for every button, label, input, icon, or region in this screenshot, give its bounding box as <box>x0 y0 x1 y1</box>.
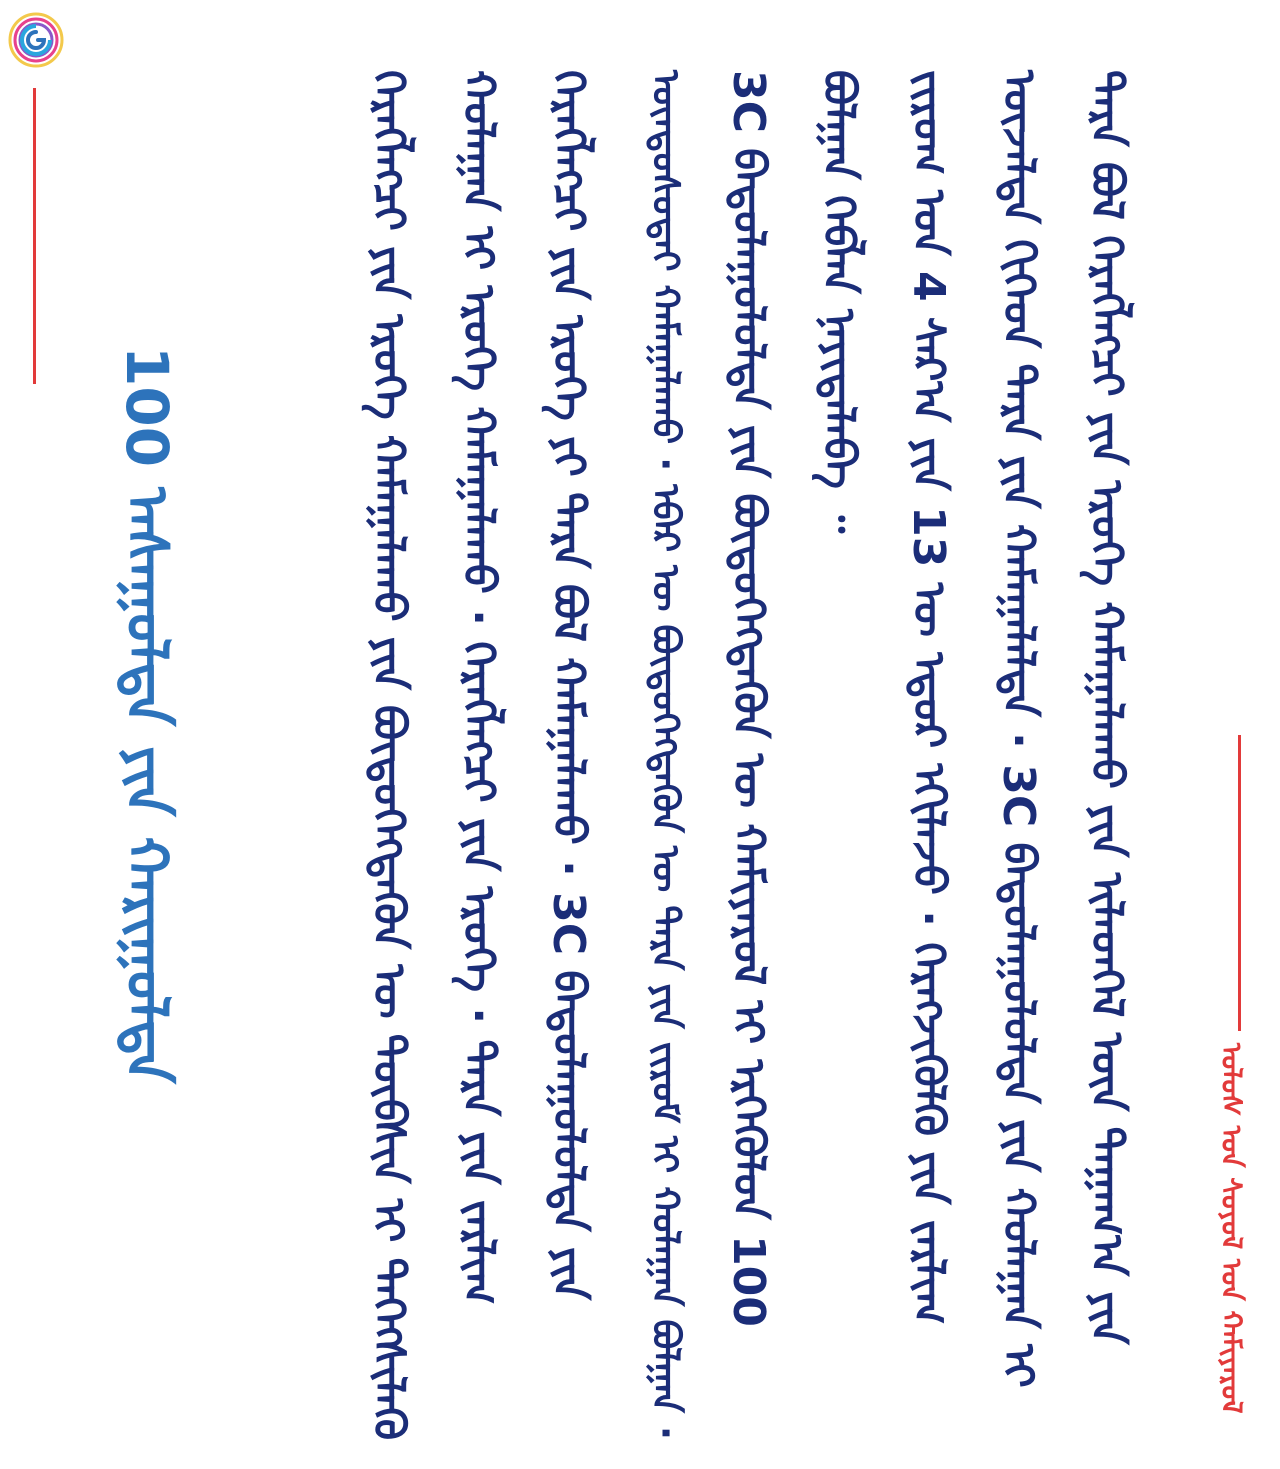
paragraph-line: ᠬᠤᠯᠠᠭᠠᠨ ᠢ ᠡᠷᠦᠬᠡ ᠬᠠᠮᠠᠭᠠᠯᠠᠬᠤ · ᠬᠡᠷᠡᠭᠯᠡᠭᠴᠢ ᠶᠢᠨ ᠡᠷᠦᠬᠡ · ᠲᠡᠷᠡ ᠶᠢᠨ ᠵᠠᠷᠯᠢᠭ <box>453 70 504 1305</box>
paragraph-line: ᠪᠣᠯᠭᠠᠨ ᠬᠡᠪᠯᠡᠨ ᠨᠡᠶᠢᠲᠡᠯᠡᠪᠡ ᠃ <box>813 70 864 534</box>
paragraph-line: ᠬᠡᠷᠡᠭᠯᠡᠭᠴᠢ ᠶᠢᠨ ᠡᠷᠦᠬᠡ ᠬᠠᠮᠠᠭᠠᠯᠠᠬᠤ ᠶᠢᠨ ᠪᠦᠲᠦᠭᠡᠭᠳᠡᠬᠦᠨ ᠦ ᠲᠦᠪᠰᠢᠨ ᠢ ᠳᠡᠭᠡᠭᠰᠢᠯᠡᠬᠦ <box>363 70 414 1440</box>
paragraph-line: ᠦᠨᠳᠦᠰᠦᠲᠡᠶ ᠬᠠᠮᠠᠭᠠᠯᠠᠬᠤ · ᠡᠪᠡᠷ ᠦ ᠪᠦᠲᠦᠭᠡᠭᠳᠡᠬᠦᠨ ᠦ ᠲᠡᠷᠡ ᠶᠢᠨ ᠵᠢᠷᠤᠮ ᠢ ᠬᠤᠯᠠᠭᠠᠨ ᠪᠣᠯᠭᠠᠨ · <box>644 70 688 1441</box>
paragraph-line: 3C ᠪᠠᠲᠤᠯᠠᠭᠤᠯᠤᠯᠲᠠ ᠶᠢᠨ ᠪᠦᠲᠦᠭᠡᠭᠳᠡᠬᠦᠨ ᠦ ᠬᠠᠮᠢᠶᠠᠷᠤᠯ ᠢ ᠡᠷᠭᠡᠭᠦᠯᠦᠨ 100 <box>723 70 774 1327</box>
paragraph-line: ᠦᠵᠡᠯᠲᠡ ᠬᠢᠭᠡᠳ ᠲᠡᠷᠡ ᠶᠢᠨ ᠬᠠᠮᠠᠭᠠᠯᠠᠯᠲᠠ · 3C ᠪᠠᠲᠤᠯᠠᠭᠤᠯᠤᠯᠲᠠ ᠶᠢᠨ ᠬᠤᠯᠠᠭᠠᠨ ᠢ <box>993 70 1044 1388</box>
paragraph-line: ᠵᠢᠷᠤᠭ ᠤᠨ 4 ᠰᠠᠷ᠎ᠠ ᠶᠢᠨ 13 ᠦ ᠡᠳᠦᠷ ᠡᠬᠢᠯᠡᠵᠦ · ᠬᠡᠷᠡᠭᠵᠢᠭᠦᠯᠬᠦ ᠶᠢᠨ ᠵᠠᠷᠯᠢᠭ <box>903 70 954 1325</box>
paragraph-line: ᠲᠡᠷᠡ ᠪᠣᠯ ᠬᠡᠷᠡᠭᠯᠡᠭᠴᠢ ᠶᠢᠨ ᠡᠷᠦᠬᠡ ᠬᠠᠮᠠᠭᠠᠯᠠᠬᠤ ᠶᠢᠨ ᠢᠯᠡᠳᠬᠡᠯ ᠦᠨ ᠳᠠᠭᠠᠭ᠎ᠠ ᠶᠢᠨ <box>1081 70 1132 1345</box>
chapter-title: 100 ᠠᠰᠠᠭᠤᠯᠲᠠ ᠶᠢᠨ ᠬᠠᠷᠢᠭᠤᠯᠲᠠ <box>113 346 181 1084</box>
spiral-logo-icon <box>8 12 64 68</box>
right-divider-rule <box>1238 735 1241 1031</box>
header-caption: ᠤᠯᠤᠰ ᠤᠨ ᠰᠣᠶᠤᠯ ᠤᠨ ᠬᠠᠮᠢᠶᠠᠷᠤᠯ <box>1215 1043 1248 1414</box>
left-divider-rule <box>33 88 36 384</box>
paragraph-line: ᠬᠡᠷᠡᠭᠯᠡᠭᠴᠢ ᠶᠢᠨ ᠡᠷᠦᠬᠡ ᠶᠢ ᠲᠡᠷᠡ ᠪᠣᠯ ᠬᠠᠮᠠᠭᠠᠯᠠᠬᠤ · 3C ᠪᠠᠲᠤᠯᠠᠭᠤᠯᠤᠯᠲᠠ ᠶᠢᠨ <box>543 70 594 1301</box>
